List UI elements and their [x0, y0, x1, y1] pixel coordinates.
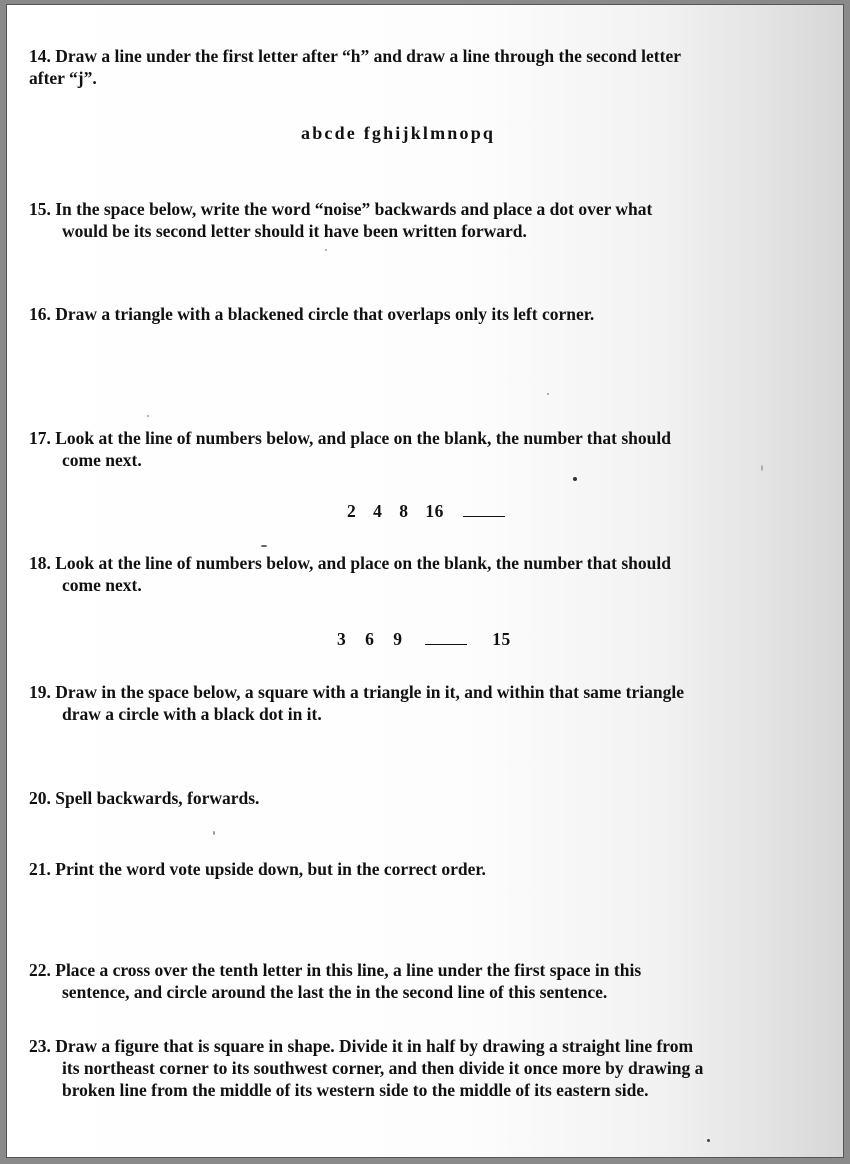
- question-23-line-2: its northeast corner to its southwest corner, and then divide it once more by drawing a: [62, 1058, 704, 1078]
- question-20: [29, 787, 829, 809]
- question-17-line-1: 17. Look at the line of numbers below, and place on the blank, the number that should: [29, 428, 671, 448]
- scan-speck: [761, 465, 763, 471]
- scan-speck: [325, 249, 327, 251]
- scan-speck: [707, 1139, 710, 1142]
- question-20-line-1: 20. Spell backwards, forwards.: [29, 788, 260, 808]
- answer-blank-18[interactable]: [425, 630, 467, 645]
- scan-speck: [547, 393, 549, 395]
- answer-blank-17[interactable]: [463, 502, 505, 517]
- question-16-line-1: 16. Draw a triangle with a blackened circle that overlaps only its left corner.: [29, 304, 595, 324]
- sequence-17-number-3: 8: [399, 501, 409, 521]
- question-19-line-2: draw a circle with a black dot in it.: [62, 704, 322, 724]
- question-22-line-2: sentence, and circle around the last the in the second line of this sentence.: [62, 982, 608, 1002]
- scan-speck: [213, 831, 215, 835]
- question-23-line-1: 23. Draw a figure that is square in shape. Divide it in half by drawing a straight line from: [29, 1036, 694, 1056]
- question-22: [29, 959, 829, 1003]
- question-17-line-2: come next.: [62, 450, 142, 470]
- sequence-17-number-2: 4: [373, 501, 383, 521]
- alphabet-line: abcde fghijklmnopq: [301, 123, 496, 143]
- question-15: [29, 198, 829, 242]
- question-18: [29, 552, 829, 596]
- question-14-line-1: 14. Draw a line under the first letter after “h” and draw a line through the second letter: [29, 46, 681, 66]
- sequence-17-number-4: 16: [425, 501, 444, 521]
- question-17: [29, 427, 829, 471]
- question-14-line-2: after “j”.: [29, 68, 97, 88]
- question-15-line-2: would be its second letter should it have been written forward.: [62, 221, 527, 241]
- sequence-17-number-1: 2: [347, 501, 357, 521]
- question-19: [29, 681, 829, 725]
- sequence-18-number-3: 9: [393, 629, 403, 649]
- sequence-18-number-1: 3: [337, 629, 347, 649]
- question-22-line-1: 22. Place a cross over the tenth letter in this line, a line under the first space in this: [29, 960, 642, 980]
- question-21: [29, 858, 829, 880]
- sequence-18-number-4: 15: [492, 629, 511, 649]
- question-15-line-1: 15. In the space below, write the word “noise” backwards and place a dot over what: [29, 199, 653, 219]
- question-18-line-2: come next.: [62, 575, 142, 595]
- number-sequence-17: [347, 501, 505, 522]
- sequence-18-number-2: 6: [365, 629, 375, 649]
- question-14: [29, 45, 829, 89]
- question-19-line-1: 19. Draw in the space below, a square with a triangle in it, and within that same triangle: [29, 682, 684, 702]
- scan-speck: [573, 477, 577, 481]
- question-16: [29, 303, 829, 325]
- question-23-line-3: broken line from the middle of its western side to the middle of its eastern side.: [62, 1080, 649, 1100]
- worksheet-page: [6, 4, 844, 1158]
- scan-speck: [147, 415, 149, 417]
- question-23: [29, 1035, 829, 1101]
- number-sequence-18: [337, 629, 511, 650]
- scan-speck: [261, 545, 267, 547]
- question-21-line-1: 21. Print the word vote upside down, but in the correct order.: [29, 859, 486, 879]
- question-18-line-1: 18. Look at the line of numbers below, and place on the blank, the number that should: [29, 553, 671, 573]
